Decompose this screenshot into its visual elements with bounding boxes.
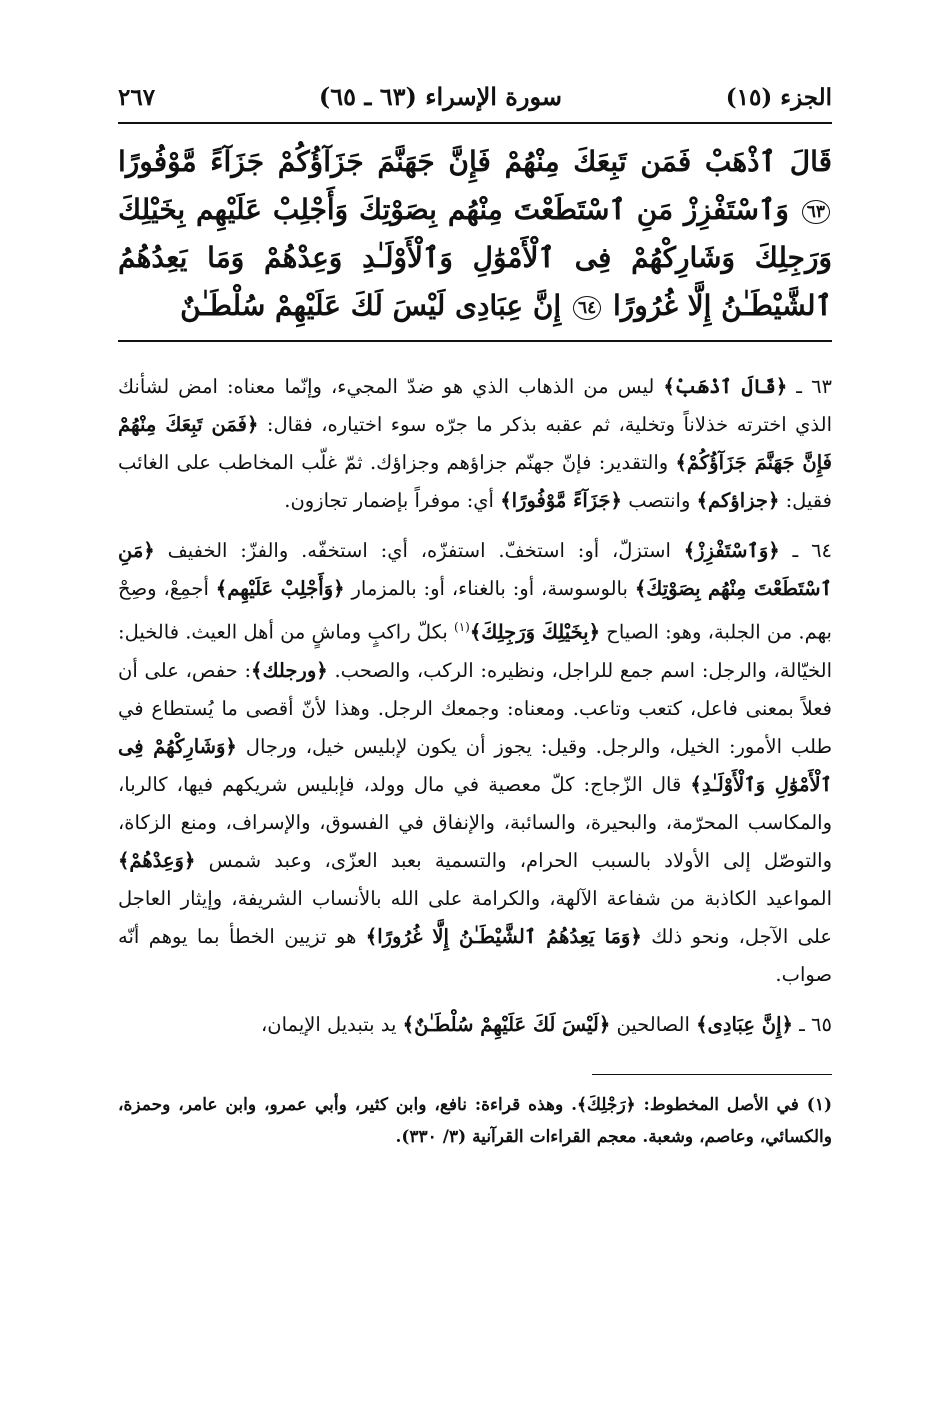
quran-quote: ﴿وَأَجْلِبْ عَلَيْهِم﴾ <box>215 577 345 600</box>
quran-quote: ﴿رَجْلِكَ﴾ <box>577 1094 636 1115</box>
commentary-text: المواعيد الكاذبة من شفاعة الآلهة، والكرامة على الله بالأنساب الشريفة، وإيثار العاجل على الآجل، ونحو ذلك <box>118 886 832 948</box>
quran-quote: ﴿جَزَآءً مَّوْفُورًا﴾ <box>500 489 622 512</box>
commentary-text: قال الزّجاج: كلّ معصية في مال وولد، فإبليس شريكهم فيها، كالربا، والمكاسب المحرّمة، والبحيرة، والسائبة، والإنفاق في الفسوق، والإسراف، ومنع الزكاة، والتوصّل إلى الأولاد بالسبب الحرام، والتسمية بعبد العزّى، وعبد شمس <box>118 772 833 872</box>
quran-text <box>118 138 832 330</box>
verse-number-63: ٦٣ <box>802 200 830 224</box>
page-header <box>118 82 832 122</box>
commentary-text: بكلّ راكبٍ وماشٍ من أهل العيث. فالخيل: الخيّالة، والرجل: اسم جمع للراجل، ونظيره: الركب، والصحب. <box>118 620 832 682</box>
commentary-text: الصالحين <box>616 1012 690 1036</box>
commentary-paragraph-63 <box>118 368 832 520</box>
verse-63: قَالَ ٱذْهَبْ فَمَن تَبِعَكَ مِنْهُمْ فَإِنَّ جَهَنَّمَ جَزَآؤُكُمْ جَزَآءً مَّوْفُورًا <box>118 145 832 178</box>
part-label: الجزء (١٥) <box>725 84 832 111</box>
commentary-paragraph-65 <box>118 1006 832 1044</box>
footnote <box>118 1089 832 1153</box>
verse-64: وَٱسْتَفْزِزْ مَنِ ٱسْتَطَعْتَ مِنْهُم بِصَوْتِكَ وَأَجْلِبْ عَلَيْهِم بِخَيْلِكَ وَرَجِلِكَ وَشَارِكْهُمْ فِى ٱلْأَمْوَٰلِ وَٱلْأَوْلَـٰدِ وَعِدْهُمْ وَمَا يَعِدُهُمُ ٱلشَّيْطَـٰنُ إِلَّا غُرُورًا <box>118 193 832 322</box>
quran-quote: ﴿لَيْسَ لَكَ عَلَيْهِمْ سُلْطَـٰنٌ﴾ <box>402 1012 611 1036</box>
quran-rule <box>118 340 832 342</box>
quran-quote: ﴿قَالَ ٱذْهَبْ﴾ <box>663 375 788 398</box>
commentary-text: بالوسوسة، أو: بالغناء، أو: بالمزمار <box>351 577 628 600</box>
footnote-text: في الأصل المخطوط: <box>643 1094 799 1115</box>
quran-quote: ﴿مَنِ ٱسْتَطَعْتَ مِنْهُم بِصَوْتِكَ﴾ <box>118 539 833 600</box>
footnote-marker[interactable]: (١) <box>454 620 470 634</box>
quran-quote: ﴿وَمَا يَعِدُهُمُ ٱلشَّيْطَـٰنُ إِلَّا غُرُورًا﴾ <box>365 924 642 948</box>
commentary-text: يد بتبديل الإيمان، <box>260 1012 397 1036</box>
commentary-text: استزلّ، أو: استخفّ. استفزّه، أي: استخفّه. والفزّ: الخفيف <box>167 539 671 562</box>
commentary-text: أي: موفراً بإضمار تجازون. <box>284 489 494 512</box>
commentary <box>118 368 832 1044</box>
verse-65: إِنَّ عِبَادِى لَيْسَ لَكَ عَلَيْهِمْ سُلْطَـٰنٌ <box>180 289 562 322</box>
surah-title: سورة الإسراء (٦٣ ـ ٦٥) <box>318 82 562 111</box>
commentary-text: والتقدير: فإنّ جهنّم جزاؤهم وجزاؤك. ثمّ غلّب المخاطب على الغائب فقيل: <box>118 451 832 512</box>
quran-quote: ﴿فَمَن تَبِعَكَ مِنْهُمْ فَإِنَّ جَهَنَّمَ جَزَآؤُكُمْ﴾ <box>118 413 832 474</box>
footnote-number: (١) <box>806 1094 832 1115</box>
commentary-text: أجمِعْ، وصِحْ بهم. من الجلبة، وهو: الصياح <box>118 577 832 644</box>
commentary-text: هو تزيين الخطأ بما يوهم أنّه صواب. <box>118 924 832 986</box>
commentary-text: وانتصب <box>628 489 691 512</box>
paragraph-number: ٦٤ ـ <box>792 539 833 562</box>
footnote-text: . وهذه قراءة: نافع، وابن كثير، وأبي عمرو، وابن عامر، وحمزة، والكسائي، وعاصم، وشعبة. معجم القراءات القرآنية (٣/ ٣٣٠). <box>118 1094 832 1147</box>
quran-quote: ﴿وَعِدْهُمْ﴾ <box>118 848 196 872</box>
page-number: ٢٦٧ <box>118 84 156 111</box>
quran-quote: ﴿بِخَيْلِكَ وَرَجِلِكَ﴾ <box>469 620 601 644</box>
quran-quote: ﴿وَشَارِكْهُمْ فِى ٱلْأَمْوَٰلِ وَٱلْأَوْلَـٰدِ﴾ <box>118 734 832 796</box>
paragraph-number: ٦٥ ـ <box>799 1012 832 1036</box>
paragraph-number: ٦٣ ـ <box>796 375 833 398</box>
quran-quote: ﴿وَٱسْتَفْزِزْ﴾ <box>683 539 780 562</box>
commentary-paragraph-64 <box>118 532 832 994</box>
commentary-text: ليس من الذهاب الذي هو ضدّ المجيء، وإنّما معناه: امض لشأنك الذي اخترته خذلاناً وتخلية، ثم عقبه بذكر ما جرّه سوء اختياره، فقال: <box>118 375 833 436</box>
quran-quote: ﴿جزاؤكم﴾ <box>696 489 780 512</box>
header-rule <box>118 122 832 124</box>
verse-number-64: ٦٤ <box>573 296 601 320</box>
commentary-text: : حفص، على أن فعلاً بمعنى فاعل، كتعب وتاعب. ومعناه: وجمعك الرجل. وهذا لأنّ أقصى ما يُستطاع في طلب الأمور: الخيل، والرجل. وقيل: يجوز أن يكون لإبليس خيل، ورجال <box>118 658 833 758</box>
book-page <box>118 82 832 1322</box>
quran-quote: ﴿إِنَّ عِبَادِى﴾ <box>696 1012 793 1036</box>
quran-quote: ﴿ورجلك﴾ <box>251 658 328 682</box>
footnote-rule <box>592 1074 832 1075</box>
